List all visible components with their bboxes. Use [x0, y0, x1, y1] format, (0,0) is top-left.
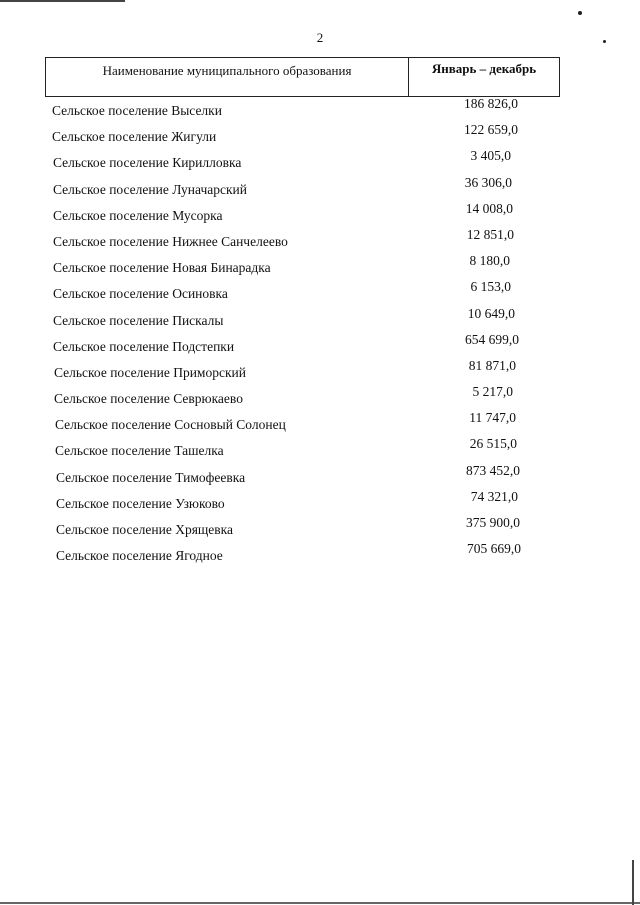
row-municipality-name: Сельское поселение Жигули [52, 129, 217, 145]
table-row [0, 175, 640, 201]
table-row [0, 358, 640, 384]
row-municipality-name: Сельское поселение Луначарский [53, 181, 247, 197]
row-municipality-name: Сельское поселение Нижнее Санчелеево [53, 233, 288, 249]
row-municipality-name: Сельское поселение Ташелка [55, 443, 224, 459]
row-value: 705 669,0 [467, 541, 521, 557]
scan-edge-bottom [0, 902, 640, 904]
row-municipality-name: Сельское поселение Осиновка [53, 286, 228, 302]
table-body [0, 96, 640, 567]
row-municipality-name: Сельское поселение Мусорка [53, 207, 223, 223]
row-municipality-name: Сельское поселение Ягодное [56, 548, 223, 564]
table-row [0, 489, 640, 515]
row-value: 186 826,0 [464, 96, 518, 111]
row-municipality-name: Сельское поселение Хрящевка [56, 522, 234, 537]
header-municipality-name: Наименование муниципального образования [46, 58, 409, 96]
table-row [0, 122, 640, 148]
table-row [0, 148, 640, 174]
table-row [0, 201, 640, 227]
row-municipality-name: Сельское поселение Новая Бинарадка [53, 260, 271, 276]
row-municipality-name: Сельское поселение Севрюкаево [54, 391, 243, 407]
row-municipality-name: Сельское поселение Сосновый Солонец [55, 417, 286, 433]
table-row [0, 541, 640, 567]
table-row [0, 227, 640, 253]
row-value: 81 871,0 [468, 357, 516, 373]
row-value: 12 851,0 [466, 226, 514, 242]
row-value: 3 405,0 [470, 148, 511, 164]
row-municipality-name: Сельское поселение Кирилловка [53, 155, 242, 171]
row-municipality-name: Сельское поселение Подстепки [53, 338, 235, 354]
row-municipality-name: Сельское поселение Тимофеевка [56, 469, 246, 485]
scan-dot [578, 11, 582, 15]
page-number: 2 [316, 30, 324, 45]
row-municipality-name: Сельское поселение Приморский [54, 364, 246, 380]
table-row [0, 306, 640, 332]
row-value: 14 008,0 [465, 200, 513, 216]
table-row [0, 515, 640, 541]
scan-edge-right-bottom [632, 860, 634, 905]
row-value: 873 452,0 [466, 462, 520, 478]
scan-edge-top-left [0, 0, 125, 2]
table-row [0, 463, 640, 489]
table-row [0, 410, 640, 436]
row-municipality-name: Сельское поселение Выселки [52, 103, 222, 118]
row-value: 5 217,0 [472, 384, 513, 400]
row-value: 26 515,0 [469, 436, 517, 452]
table-row [0, 279, 640, 305]
table-row [0, 96, 640, 122]
row-value: 36 306,0 [464, 174, 512, 190]
table-row [0, 253, 640, 279]
row-value: 6 153,0 [470, 279, 511, 295]
row-municipality-name: Сельское поселение Пискалы [53, 312, 224, 328]
row-value: 74 321,0 [470, 488, 518, 504]
row-value: 654 699,0 [465, 331, 519, 347]
table-row [0, 332, 640, 358]
table-row [0, 436, 640, 462]
row-value: 375 900,0 [466, 515, 520, 530]
row-value: 11 747,0 [469, 410, 516, 426]
row-value: 122 659,0 [464, 122, 518, 138]
table-header [45, 57, 560, 97]
row-value: 10 649,0 [467, 305, 515, 321]
row-municipality-name: Сельское поселение Узюково [56, 495, 225, 511]
table-row [0, 384, 640, 410]
row-value: 8 180,0 [469, 253, 510, 269]
header-period: Январь – декабрь [431, 61, 537, 76]
